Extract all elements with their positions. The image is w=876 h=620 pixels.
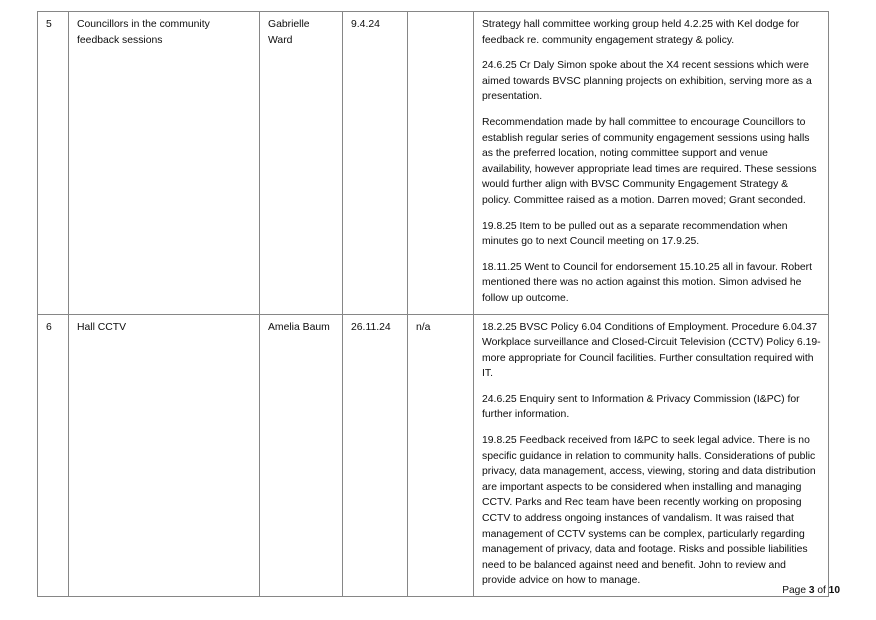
progress-paragraph: Strategy hall committee working group held 4.2.25 with Kel dodge for feedback re. community engagement strategy & policy. [482,19,800,46]
due-date: n/a [416,321,431,333]
action-text: Hall CCTV [77,321,127,333]
due-date-cell [408,12,474,315]
progress-cell [474,314,829,597]
row-number-cell [38,12,69,315]
page-footer-current: 3 [808,585,815,596]
table-row [38,12,829,315]
progress-paragraph: 19.8.25 Item to be pulled out as a separate recommendation when minutes go to next Council meeting on 17.9.25. [482,220,788,248]
row-number-cell [38,314,69,597]
owner-cell [260,314,343,597]
date-raised-cell [343,314,408,597]
progress-cell [474,12,829,315]
page-footer [782,584,840,598]
progress-paragraph: 24.6.25 Cr Daly Simon spoke about the X4 recent sessions which were aimed towards BVSC planning projects on exhibition, serving more as a presentation. [482,60,812,103]
progress-paragraph: 18.2.25 BVSC Policy 6.04 Conditions of Employment. Procedure 6.04.37 Workplace surveillance and Closed-Circuit Television (CCTV) Policy 6.19- more appropriate for Council facilities. Further consultation required with IT. [482,321,821,380]
date-raised-cell [343,12,408,315]
page-footer-middle: of [814,585,829,596]
progress-paragraph: 19.8.25 Feedback received from I&PC to seek legal advice. There is no specific guidance in relation to community halls. Considerations of public privacy, data management, access, viewing, storing and data distribution are important aspects to be considered when installing and managing CCTV. Parks and Rec team have been recently working on proposing CCTV to address ongoing instances of vandalism. It was raised that management of CCTV systems can be complex, particularly regarding management of privacy, data and footage. Risks and possible liabilities need to be balanced against need and benefit. John to review and provide advice on how to manage. [482,435,816,587]
date-raised: 26.11.24 [351,321,391,333]
action-cell [69,12,260,315]
page-footer-prefix: Page [782,585,809,596]
row-number: 6 [46,321,52,333]
action-register-table [37,11,829,597]
date-raised: 9.4.24 [351,19,380,30]
progress-paragraph: 24.6.25 Enquiry sent to Information & Privacy Commission (I&PC) for further information. [482,393,800,421]
owner-name: Amelia Baum [268,321,330,333]
page-footer-total: 10 [828,585,840,596]
due-date-cell [408,314,474,597]
table-row [38,314,829,597]
row-number: 5 [46,19,52,30]
action-text: Councillors in the community feedback sessions [77,19,210,46]
progress-paragraph: Recommendation made by hall committee to encourage Councillors to establish regular series of community engagement sessions using halls as the preferred location, noting committee support and venue availability, however appropriate lead times are required. These sessions would further align with BVSC Community Engagement Strategy & policy. Committee raised as a motion. Darren moved; Grant seconded. [482,116,817,206]
action-cell [69,314,260,597]
owner-name: Gabrielle Ward [268,19,310,46]
owner-cell [260,12,343,315]
progress-paragraph: 18.11.25 Went to Council for endorsement 15.10.25 all in favour. Robert mentioned there was no action against this motion. Simon advised he follow up outcome. [482,261,813,304]
